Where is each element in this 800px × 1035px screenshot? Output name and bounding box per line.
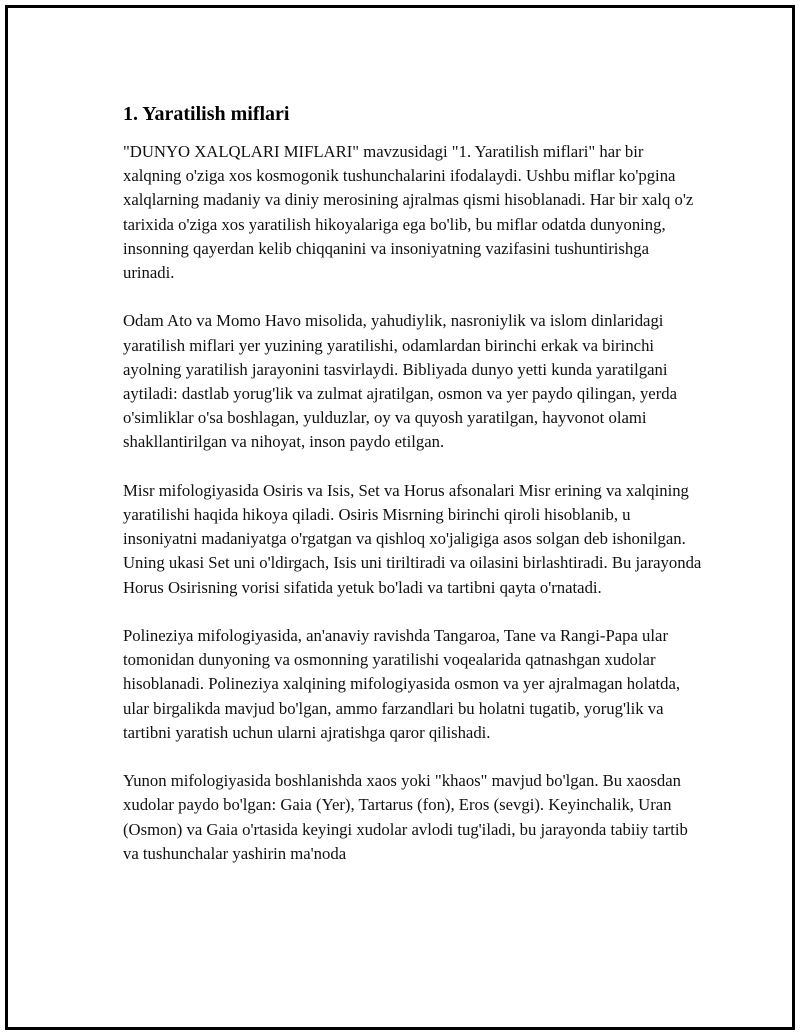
paragraph-polynesian: Polineziya mifologiyasida, an'anaviy ravishda Tangaroa, Tane va Rangi-Papa ular tomonidan dunyoning va osmonning yaratilishi voqealarida qatnashgan xudolar hisoblanadi. Polineziya xalqining mifologiyasida osmon va yer ajralmagan holatda, ular birgalikda mavjud bo'lgan, ammo farzandlari bu holatni tugatib, yorug'lik va tartibni yaratish uchun ularni ajratishga qaror qilishadi. [123, 626, 681, 742]
paragraph-egyptian: Misr mifologiyasida Osiris va Isis, Set va Horus afsonalari Misr erining va xalqining yaratilishi haqida hikoya qiladi. Osiris Misrning birinchi qiroli hisoblanib, u insoniyatni madaniyatga o'rgatgan va qishloq xo'jaligiga asos solgan deb ishonilgan. Uning ukasi Set uni o'ldirgach, Isis uni tiriltiradi va oilasini birlashtiradi. Bu jarayonda Horus Osirisning vorisi sifatida yetuk bo'ladi va tartibni qayta o'rnatadi. [123, 480, 702, 597]
paragraph-greek: Yunon mifologiyasida boshlanishda xaos yoki "khaos" mavjud bo'lgan. Bu xaosdan xudolar paydo bo'lgan: Gaia (Yer), Tartarus (fon), Eros (sevgi). Keyinchalik, Uran (Osmon) va Gaia o'rtasida keyingi xudolar avlodi tug'iladi, bu jarayonda tabiiy tartib va tushunchalar yashirin ma'noda [123, 771, 688, 863]
paragraph-intro: "DUNYO XALQLARI MIFLARI" mavzusidagi "1. Yaratilish miflari" har bir xalqning o'ziga xos kosmogonik tushunchalarini ifodalaydi. Ushbu miflar ko'pgina xalqlarning madaniy va diniy merosining ajralmas qismi hisoblanadi. Har bir xalq o'z tarixida o'ziga xos yaratilish hikoyalariga ega bo'lib, bu miflar odatda dunyoning, insonning qayerdan kelib chiqqanini va insoniyatning vazifasini tushuntirishga urinadi. [123, 142, 694, 283]
paragraph-abrahamic: Odam Ato va Momo Havo misolida, yahudiylik, nasroniylik va islom dinlaridagi yaratilish miflari yer yuzining yaratilishi, odamlardan birinchi erkak va birinchi ayolning yaratilish jarayonini tasvirlaydi. Bibliyada dunyo yetti kunda yaratilgani aytiladi: dastlab yorug'lik va zulmat ajratilgan, osmon va yer paydo qilingan, yerda o'simliklar o'sa boshlagan, yulduzlar, oy va quyosh yaratilgan, hayvonot olami shakllantirilgan va nihoyat, inson paydo etilgan. [123, 311, 678, 452]
section-heading: 1. Yaratilish miflari [123, 103, 290, 125]
document-body [123, 101, 703, 890]
page-frame [5, 5, 795, 1030]
